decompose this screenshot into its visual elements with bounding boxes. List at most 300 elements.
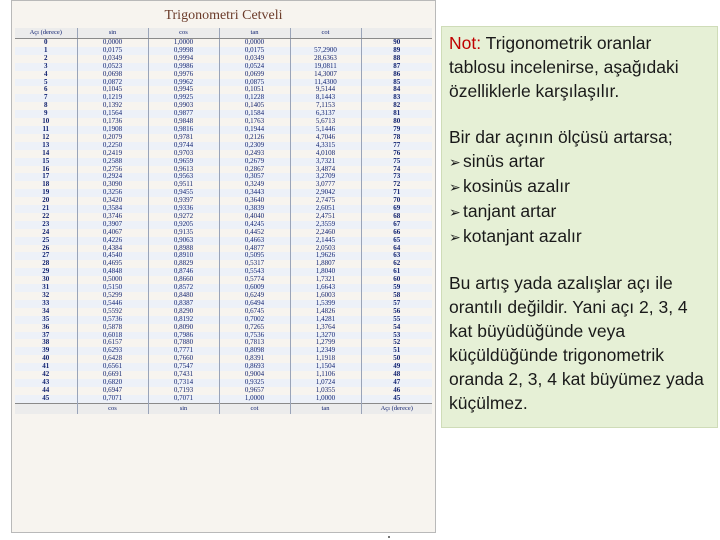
complement-angle-cell: 73 (361, 173, 432, 181)
value-cell: 0,1392 (77, 102, 148, 110)
value-cell: 6,3137 (290, 110, 361, 118)
value-cell: 0,6561 (77, 363, 148, 371)
table-row (15, 252, 432, 260)
value-cell: 1,9626 (290, 252, 361, 260)
value-cell: 0,1584 (219, 110, 290, 118)
value-cell: 0,9703 (148, 150, 219, 158)
value-cell: 1,0724 (290, 379, 361, 387)
value-cell: 0,9848 (148, 118, 219, 126)
angle-cell: 21 (15, 205, 77, 213)
value-cell: 0,2756 (77, 166, 148, 174)
table-row (15, 300, 432, 308)
angle-cell: 12 (42, 133, 50, 141)
right-arrow-bullet-icon: ➢ (449, 229, 461, 245)
table-row (15, 197, 432, 205)
value-cell: 0,8660 (148, 276, 219, 284)
value-cell: 0,0872 (77, 79, 148, 87)
value-cell: 0,6745 (219, 308, 290, 316)
value-cell: 0,4695 (77, 260, 148, 268)
value-cell: 0,7813 (219, 339, 290, 347)
angle-cell: 45 (15, 395, 77, 403)
table-row (15, 55, 432, 63)
bullet-item (449, 149, 711, 174)
table-row (15, 284, 432, 292)
value-cell: 0,0175 (77, 47, 148, 55)
value-cell: 1,4826 (290, 308, 361, 316)
complement-angle-cell: 59 (361, 284, 432, 292)
column-footer (15, 403, 77, 414)
value-cell: 2,9042 (290, 189, 361, 197)
value-cell: 0,2419 (77, 150, 148, 158)
right-arrow-bullet-icon: ➢ (449, 204, 461, 220)
value-cell: 0,6947 (77, 387, 148, 395)
value-cell: 0,1736 (77, 118, 148, 126)
value-cell: 0,7660 (148, 355, 219, 363)
angle-cell: 19 (15, 189, 77, 197)
table-body (15, 39, 432, 404)
bullet-text: sinüs artar (463, 151, 545, 171)
angle-cell: 23 (15, 221, 77, 229)
value-cell: 0,4067 (77, 229, 148, 237)
table-row (15, 142, 432, 150)
angle-cell: 8 (44, 102, 48, 110)
angle-cell: 18 (42, 181, 50, 189)
value-cell: 0,1405 (219, 102, 290, 110)
table-row (15, 395, 432, 403)
value-cell: 0,9135 (148, 229, 219, 237)
complement-angle-cell: 77 (361, 142, 432, 150)
value-cell: 0,0698 (77, 71, 148, 79)
angle-cell: 5 (15, 79, 77, 87)
complement-angle-cell: 63 (361, 252, 432, 260)
table-row (15, 86, 432, 94)
value-cell: 0,1219 (77, 94, 148, 102)
value-cell: 0,8192 (148, 316, 219, 324)
angle-cell: 4 (44, 70, 48, 78)
value-cell: 0,8746 (148, 268, 219, 276)
value-cell: 0,6018 (77, 332, 148, 340)
value-cell: 1,6003 (290, 292, 361, 300)
value-cell: 1,6643 (290, 284, 361, 292)
table-row (15, 134, 432, 142)
value-cell: 0,6691 (77, 371, 148, 379)
table-row (15, 363, 432, 371)
value-cell: 2,4751 (290, 213, 361, 221)
value-cell: 0,3420 (77, 197, 148, 205)
angle-cell: 3 (15, 63, 77, 71)
complement-angle-cell: 46 (361, 387, 432, 395)
value-cell: 0,0349 (219, 55, 290, 63)
angle-cell: 14 (42, 149, 50, 157)
complement-angle-cell: 50 (361, 355, 432, 363)
value-cell: 0,4040 (219, 213, 290, 221)
complement-angle-cell: 84 (361, 86, 432, 94)
angle-cell: 29 (15, 268, 77, 276)
angle-cell: 13 (15, 142, 77, 150)
complement-angle-cell: 80 (361, 118, 432, 126)
value-cell: 0,7880 (148, 339, 219, 347)
note-intro (449, 31, 711, 103)
column-header: cot (290, 28, 361, 39)
complement-angle-cell: 74 (361, 166, 432, 174)
value-cell: 0,9994 (148, 55, 219, 63)
complement-angle-cell: 61 (361, 268, 432, 276)
table-header-row (15, 28, 432, 39)
value-cell: 0,6009 (219, 284, 290, 292)
value-cell: 0,8988 (148, 245, 219, 253)
complement-angle-cell: 83 (361, 94, 432, 102)
value-cell: 19,0811 (290, 63, 361, 71)
value-cell: 3,2709 (290, 173, 361, 181)
value-cell: 0,9397 (148, 197, 219, 205)
table-row (15, 292, 432, 300)
value-cell: 0,9272 (148, 213, 219, 221)
angle-cell: 28 (42, 260, 50, 268)
column-footer: cos (77, 403, 148, 414)
column-footer: Açı (derece) (361, 403, 432, 414)
table-row (15, 39, 432, 47)
angle-cell: 36 (42, 323, 50, 331)
bullet-item (449, 224, 711, 249)
value-cell: 0,0523 (77, 63, 148, 71)
complement-angle-cell: 52 (361, 339, 432, 347)
value-cell: 0,4877 (219, 245, 290, 253)
value-cell: 0,5095 (219, 252, 290, 260)
value-cell: 0,3090 (77, 181, 148, 189)
value-cell: 2,7475 (290, 197, 361, 205)
value-cell: 0,9511 (148, 181, 219, 189)
value-cell: 0,4245 (219, 221, 290, 229)
angle-cell: 38 (42, 339, 50, 347)
value-cell: 8,1443 (290, 94, 361, 102)
value-cell: 0,9877 (148, 110, 219, 118)
value-cell: 11,4300 (290, 79, 361, 87)
value-cell: 0,8290 (148, 308, 219, 316)
complement-angle-cell: 66 (361, 229, 432, 237)
value-cell: 0,1763 (219, 118, 290, 126)
value-cell: 0,6293 (77, 347, 148, 355)
angle-cell: 39 (15, 347, 77, 355)
value-cell: 2,2460 (290, 229, 361, 237)
note-panel (441, 26, 718, 428)
value-cell: 0,8910 (148, 252, 219, 260)
value-cell: 1,8807 (290, 260, 361, 268)
table-row (15, 94, 432, 102)
complement-angle-cell: 75 (361, 158, 432, 166)
value-cell: 0,0875 (219, 79, 290, 87)
column-footer: sin (148, 403, 219, 414)
value-cell: 1,0000 (148, 39, 219, 47)
value-cell: 0,9925 (148, 94, 219, 102)
bullet-list (449, 149, 711, 249)
table-row (15, 371, 432, 379)
value-cell: 0,0000 (219, 39, 290, 47)
table-row (15, 324, 432, 332)
value-cell (290, 39, 361, 47)
complement-angle-cell: 67 (361, 221, 432, 229)
complement-angle-cell: 68 (361, 213, 432, 221)
value-cell: 0,0175 (219, 47, 290, 55)
value-cell: 0,2588 (77, 158, 148, 166)
angle-cell: 32 (42, 292, 50, 299)
value-cell: 0,3907 (77, 221, 148, 229)
angle-cell: 35 (15, 316, 77, 324)
value-cell: 0,9945 (148, 86, 219, 94)
complement-angle-cell: 89 (361, 47, 432, 55)
value-cell: 0,4384 (77, 245, 148, 253)
value-cell: 0,9063 (148, 237, 219, 245)
value-cell: 0,9903 (148, 102, 219, 110)
complement-angle-cell: 51 (361, 347, 432, 355)
note-paragraph: Bu artış yada azalışlar açı ile orantılı değildir. Yani açı 2, 3, 4 kat büyüdüğünde veya küçüldüğünde trigonometrik oranda 2, 3, 4 kat büyümez yada küçülmez. (449, 273, 704, 413)
complement-angle-cell: 55 (361, 316, 432, 324)
value-cell: 0,9455 (148, 189, 219, 197)
value-cell: 1,5399 (290, 300, 361, 308)
complement-angle-cell: 48 (361, 371, 432, 379)
table-row (15, 276, 432, 284)
table-row (15, 173, 432, 181)
value-cell: 0,9986 (148, 63, 219, 71)
value-cell: 0,5592 (77, 308, 148, 316)
complement-angle-cell: 60 (361, 276, 432, 284)
value-cell: 0,8391 (219, 355, 290, 363)
complement-angle-cell: 65 (361, 237, 432, 245)
value-cell: 0,6157 (77, 339, 148, 347)
table-row (15, 102, 432, 110)
angle-cell: 10 (42, 118, 50, 126)
complement-angle-cell: 79 (361, 126, 432, 134)
complement-angle-cell: 45 (361, 395, 432, 403)
value-cell: 0,7193 (148, 387, 219, 395)
value-cell: 0,2867 (219, 166, 290, 174)
value-cell: 0,7431 (148, 371, 219, 379)
value-cell: 7,1153 (290, 102, 361, 110)
value-cell: 0,9657 (219, 387, 290, 395)
table-row (15, 71, 432, 79)
value-cell: 0,9563 (148, 173, 219, 181)
value-cell: 0,4452 (219, 229, 290, 237)
complement-angle-cell: 57 (361, 300, 432, 308)
value-cell: 0,9004 (219, 371, 290, 379)
value-cell: 0,2126 (219, 134, 290, 142)
trig-table (15, 28, 432, 414)
angle-cell: 42 (42, 371, 50, 379)
table-row (15, 47, 432, 55)
value-cell: 0,6494 (219, 300, 290, 308)
value-cell: 0,8387 (148, 300, 219, 308)
dot-mark (388, 536, 390, 538)
value-cell: 0,2679 (219, 158, 290, 166)
complement-angle-cell: 64 (361, 245, 432, 253)
angle-cell: 2 (44, 54, 48, 62)
value-cell: 0,7547 (148, 363, 219, 371)
value-cell: 0,1564 (77, 110, 148, 118)
angle-cell: 0 (44, 38, 48, 46)
value-cell: 0,7986 (148, 332, 219, 340)
value-cell: 0,9976 (148, 71, 219, 79)
complement-angle-cell: 62 (361, 260, 432, 268)
value-cell: 0,6249 (219, 292, 290, 300)
value-cell: 1,0000 (219, 395, 290, 403)
complement-angle-cell: 54 (361, 324, 432, 332)
value-cell: 0,9998 (148, 47, 219, 55)
angle-cell: 26 (42, 244, 50, 252)
table-row (15, 308, 432, 316)
value-cell: 0,0349 (77, 55, 148, 63)
value-cell: 0,5317 (219, 260, 290, 268)
value-cell: 4,7046 (290, 134, 361, 142)
right-arrow-bullet-icon: ➢ (449, 154, 461, 170)
table-row (15, 205, 432, 213)
column-footer: tan (290, 403, 361, 414)
complement-angle-cell: 72 (361, 181, 432, 189)
complement-angle-cell: 49 (361, 363, 432, 371)
table-row (15, 110, 432, 118)
complement-angle-cell: 53 (361, 332, 432, 340)
bullet-item (449, 174, 711, 199)
complement-angle-cell: 76 (361, 150, 432, 158)
complement-angle-cell: 78 (361, 134, 432, 142)
table-row (15, 237, 432, 245)
complement-angle-cell: 87 (361, 63, 432, 71)
value-cell: 0,7536 (219, 332, 290, 340)
value-cell: 0,3640 (219, 197, 290, 205)
table-row (15, 268, 432, 276)
table-row (15, 63, 432, 71)
angle-cell: 15 (15, 158, 77, 166)
table-row (15, 150, 432, 158)
right-arrow-bullet-icon: ➢ (449, 179, 461, 195)
angle-cell: 25 (15, 237, 77, 245)
value-cell: 0,1228 (219, 94, 290, 102)
table-row (15, 332, 432, 340)
angle-cell: 43 (15, 379, 77, 387)
table-row (15, 229, 432, 237)
value-cell: 1,2799 (290, 339, 361, 347)
value-cell: 1,3764 (290, 324, 361, 332)
table-row (15, 118, 432, 126)
complement-angle-cell: 71 (361, 189, 432, 197)
table-row (15, 213, 432, 221)
complement-angle-cell: 86 (361, 71, 432, 79)
value-cell: 0,3746 (77, 213, 148, 221)
value-cell: 0,0000 (77, 39, 148, 47)
value-cell: 0,7265 (219, 324, 290, 332)
value-cell: 0,5543 (219, 268, 290, 276)
value-cell: 0,6428 (77, 355, 148, 363)
complement-angle-cell: 82 (361, 102, 432, 110)
value-cell: 1,2349 (290, 347, 361, 355)
value-cell: 0,9781 (148, 134, 219, 142)
angle-cell: 41 (15, 363, 77, 371)
trig-table-image (11, 0, 436, 533)
value-cell: 1,0355 (290, 387, 361, 395)
angle-cell: 20 (42, 197, 50, 205)
value-cell: 3,7321 (290, 158, 361, 166)
value-cell: 1,8040 (290, 268, 361, 276)
value-cell: 3,0777 (290, 181, 361, 189)
value-cell: 0,4848 (77, 268, 148, 276)
angle-cell: 6 (44, 86, 48, 94)
value-cell: 1,1504 (290, 363, 361, 371)
value-cell: 1,1918 (290, 355, 361, 363)
complement-angle-cell: 47 (361, 379, 432, 387)
table-row (15, 316, 432, 324)
bullet-text: kotanjant azalır (463, 226, 582, 246)
value-cell: 0,3584 (77, 205, 148, 213)
value-cell: 0,6820 (77, 379, 148, 387)
table-row (15, 189, 432, 197)
complement-angle-cell: 70 (361, 197, 432, 205)
value-cell: 0,9325 (219, 379, 290, 387)
value-cell: 0,5446 (77, 300, 148, 308)
complement-angle-cell: 58 (361, 292, 432, 300)
value-cell: 0,7002 (219, 316, 290, 324)
angle-cell: 44 (42, 386, 50, 394)
bullet-item (449, 199, 711, 224)
table-footer-row (15, 403, 432, 414)
angle-cell: 37 (15, 332, 77, 340)
column-footer: cot (219, 403, 290, 414)
value-cell: 0,1051 (219, 86, 290, 94)
bullet-text: tanjant artar (463, 201, 557, 221)
value-cell: 0,8693 (219, 363, 290, 371)
table-row (15, 126, 432, 134)
table-row (15, 387, 432, 395)
value-cell: 0,2924 (77, 173, 148, 181)
value-cell: 0,8572 (148, 284, 219, 292)
table-row (15, 260, 432, 268)
column-header: tan (219, 28, 290, 39)
value-cell: 0,3256 (77, 189, 148, 197)
angle-cell: 22 (42, 212, 50, 220)
value-cell: 0,7071 (77, 395, 148, 403)
value-cell: 0,9744 (148, 142, 219, 150)
value-cell: 0,1944 (219, 126, 290, 134)
value-cell: 4,0108 (290, 150, 361, 158)
value-cell: 28,6363 (290, 55, 361, 63)
bullet-text: kosinüs azalır (463, 176, 570, 196)
value-cell: 0,8829 (148, 260, 219, 268)
value-cell: 14,3007 (290, 71, 361, 79)
column-header: cos (148, 28, 219, 39)
column-header: sin (77, 28, 148, 39)
angle-cell: 11 (15, 126, 77, 134)
value-cell: 0,5150 (77, 284, 148, 292)
complement-angle-cell: 69 (361, 205, 432, 213)
value-cell: 1,4281 (290, 316, 361, 324)
complement-angle-cell: 85 (361, 79, 432, 87)
table-row (15, 347, 432, 355)
value-cell: 0,2250 (77, 142, 148, 150)
angle-cell: 24 (42, 228, 50, 236)
angle-cell: 31 (15, 284, 77, 292)
value-cell: 0,7771 (148, 347, 219, 355)
table-row (15, 158, 432, 166)
value-cell: 0,9336 (148, 205, 219, 213)
value-cell: 0,5774 (219, 276, 290, 284)
value-cell: 0,0524 (219, 63, 290, 71)
value-cell: 0,5000 (77, 276, 148, 284)
note-intro-text: Trigonometrik oranlar tablosu incelenirse, aşağıdaki özelliklerle karşılaşılır. (449, 33, 679, 101)
table-row (15, 245, 432, 253)
angle-cell: 34 (42, 307, 50, 315)
value-cell: 2,0503 (290, 245, 361, 253)
value-cell: 0,4663 (219, 237, 290, 245)
value-cell: 9,5144 (290, 86, 361, 94)
table-row (15, 379, 432, 387)
column-header: Açı (derece) (15, 28, 77, 39)
